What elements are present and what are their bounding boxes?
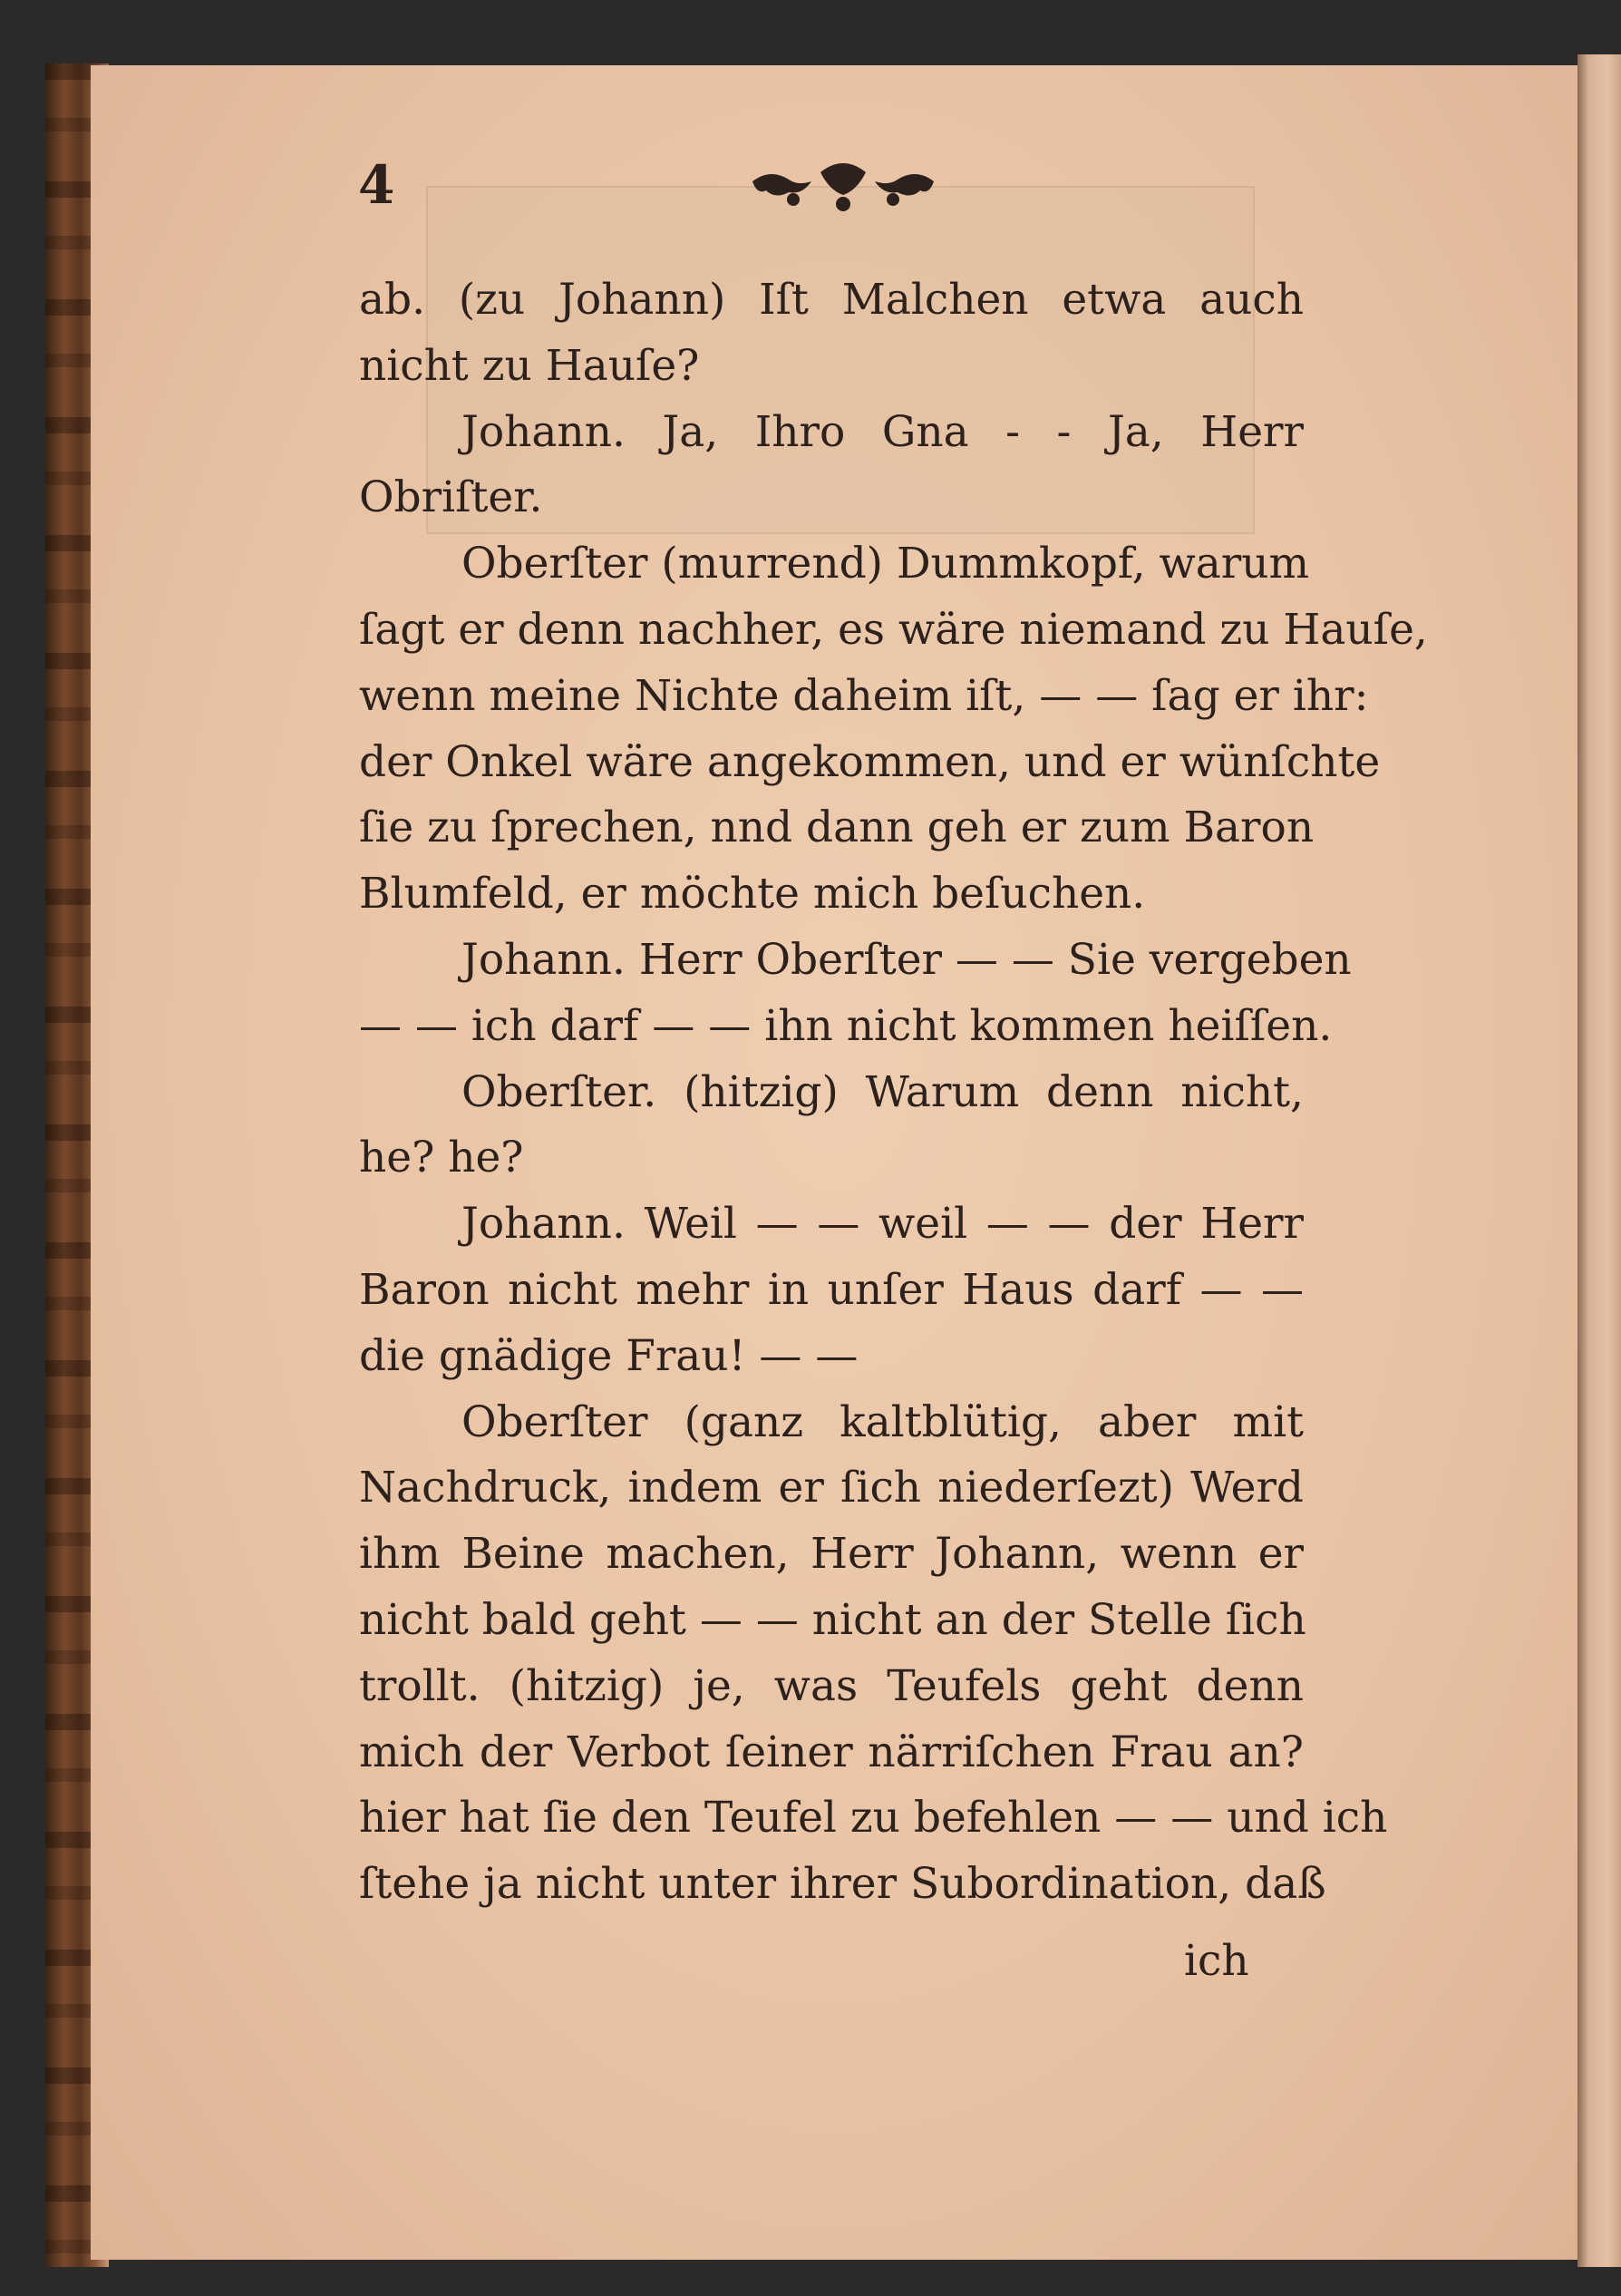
text-line: Johann. Weil — — weil — — der Herr [461, 1199, 1304, 1250]
text-line: der Onkel wäre angekommen, und er wünſchte [359, 736, 1381, 787]
text-line: Obriſter. [359, 472, 543, 523]
text-line: Oberſter (ganz kaltblütig, aber mit [461, 1396, 1304, 1447]
text-line: he? he? [359, 1133, 524, 1183]
text-line: Johann. Herr Oberſter — — Sie vergeben [461, 934, 1352, 985]
facing-page-edge [1577, 54, 1621, 2267]
printers-ornament-icon [748, 154, 938, 218]
catchword: ich [1184, 1936, 1249, 1986]
text-line: wenn meine Nichte daheim iſt, — — ſag er ihr: [359, 670, 1369, 721]
body-text [359, 268, 1428, 1918]
text-line: Johann. Ja, Ihro Gna - - Ja, Herr [461, 406, 1304, 457]
text-line: hier hat ſie den Teufel zu befehlen — — und ich [359, 1793, 1388, 1844]
text-line: Baron nicht mehr in unſer Haus darf — — [359, 1264, 1304, 1315]
text-line: ihm Beine machen, Herr Johann, wenn er [359, 1529, 1304, 1580]
text-line: nicht bald geht — — nicht an der Stelle ſich [359, 1594, 1306, 1645]
page-number: 4 [358, 154, 395, 216]
text-line: Oberſter. (hitzig) Warum denn nicht, [461, 1066, 1304, 1117]
text-line: mich der Verbot ſeiner närriſchen Frau an? [359, 1727, 1304, 1777]
text-line: Blumfeld, er möchte mich beſuchen. [359, 869, 1146, 919]
text-line: — — ich darf — — ihn nicht kommen heiſſen. [359, 1000, 1333, 1051]
text-line: Nachdruck, indem er ſich niederſezt) Werd [359, 1463, 1304, 1513]
text-line: ab. (zu Johann) Iſt Malchen etwa auch [359, 275, 1304, 325]
text-line: ſtehe ja nicht unter ihrer Subordination, daß [359, 1859, 1326, 1910]
text-line: nicht zu Hauſe? [359, 340, 700, 391]
text-line: ſagt er denn nachher, es wäre niemand zu Hauſe, [359, 604, 1428, 655]
text-line: Oberſter (murrend) Dummkopf, warum [461, 539, 1310, 589]
text-line: trollt. (hitzig) je, was Teufels geht denn [359, 1660, 1304, 1711]
text-line: ſie zu ſprechen, nnd dann geh er zum Baron [359, 803, 1315, 853]
text-line: die gnädige Frau! — — [359, 1330, 859, 1381]
